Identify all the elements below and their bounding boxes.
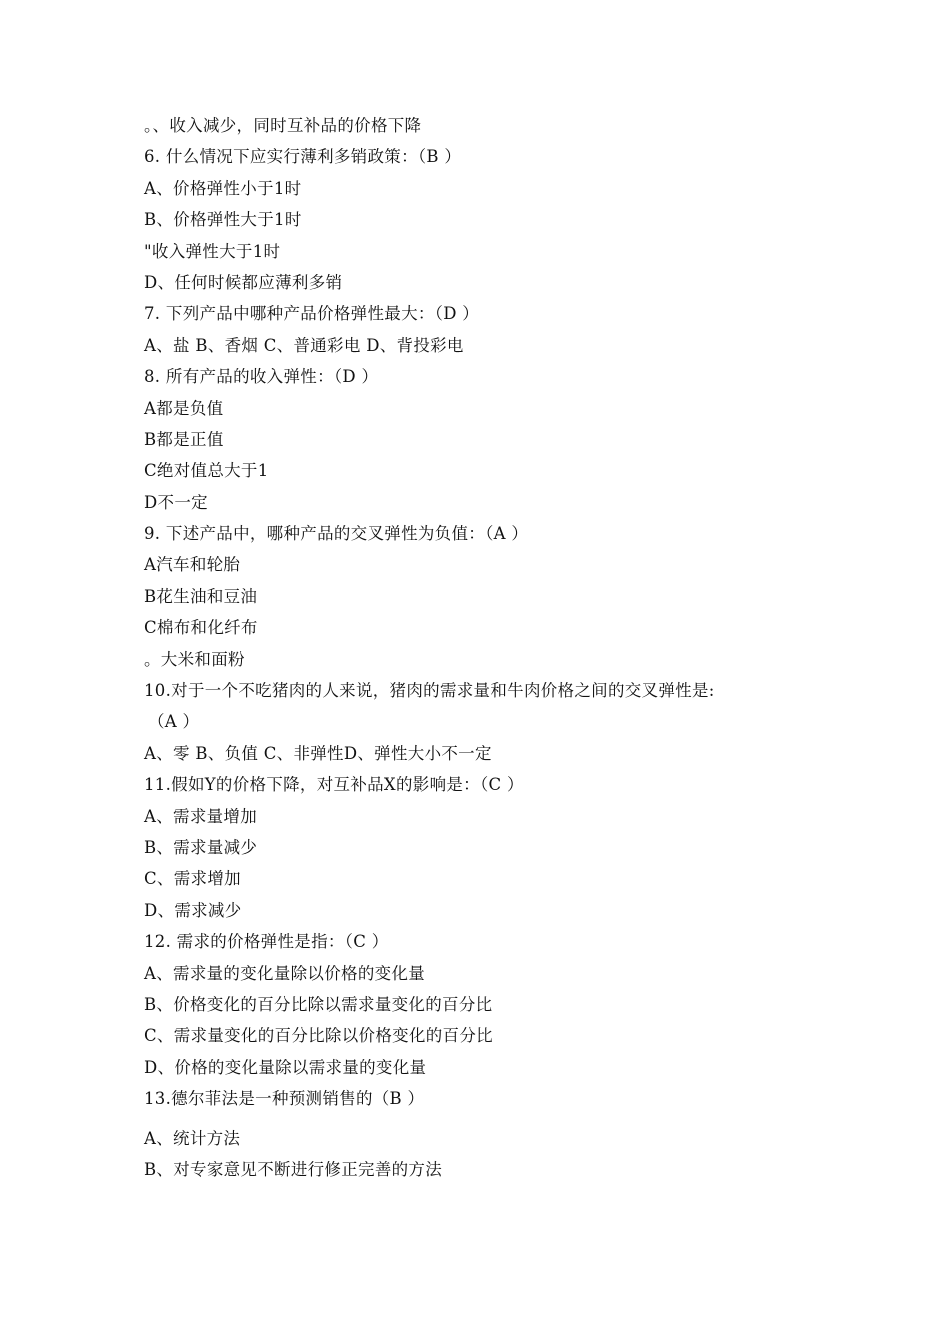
option-line: D、任何时候都应薄利多销 (144, 272, 343, 292)
option-line: C、需求增加 (144, 869, 241, 889)
option-line: D、价格的变化量除以需求量的变化量 (144, 1057, 427, 1077)
question-10-answer: （A ） (148, 712, 200, 732)
option-line: B、需求量减少 (144, 837, 258, 857)
option-line: A、需求量增加 (144, 806, 258, 826)
option-line: A、盐 B、香烟 C、普通彩电 D、背投彩电 (144, 335, 464, 355)
document-body (144, 110, 824, 1185)
question-7: 7. 下列产品中哪种产品价格弹性最大：（D ） (144, 304, 480, 324)
option-line: B都是正值 (144, 429, 224, 449)
option-line: A汽车和轮胎 (144, 555, 241, 575)
question-8: 8. 所有产品的收入弹性：（D ） (144, 367, 379, 387)
option-line: B、对专家意见不断进行修正完善的方法 (144, 1159, 443, 1179)
option-line: C、需求量变化的百分比除以价格变化的百分比 (144, 1026, 493, 1046)
option-line: 。、收入减少，同时互补品的价格下降 (144, 116, 422, 135)
option-line: B、价格弹性大于1时 (144, 210, 302, 230)
question-13: 13.德尔菲法是一种预测销售的（B ） (144, 1089, 425, 1109)
option-line: A、价格弹性小于1时 (144, 178, 302, 198)
option-line: A、需求量的变化量除以价格的变化量 (144, 963, 426, 983)
option-line: A、零 B、负值 C、非弹性D、弹性大小不一定 (144, 743, 492, 763)
option-line: 。大米和面粉 (144, 649, 245, 669)
option-line: A都是负值 (144, 398, 224, 418)
question-9: 9. 下述产品中，哪种产品的交叉弹性为负值：（A ） (144, 524, 529, 544)
question-11: 11.假如Y的价格下降，对互补品X的影响是：（C ） (144, 775, 524, 795)
option-line: B、价格变化的百分比除以需求量变化的百分比 (144, 994, 493, 1014)
option-line: C棉布和化纤布 (144, 618, 258, 638)
option-line: A、统计方法 (144, 1128, 241, 1148)
option-line: B花生油和豆油 (144, 586, 258, 606)
question-12: 12. 需求的价格弹性是指：（C ） (144, 932, 389, 952)
option-line: C绝对值总大于1 (144, 461, 269, 481)
option-line: D不一定 (144, 492, 208, 512)
option-line: "收入弹性大于1时 (144, 241, 281, 261)
question-6: 6. 什么情况下应实行薄利多销政策：（B ） (144, 147, 462, 167)
question-10: 10.对于一个不吃猪肉的人来说，猪肉的需求量和牛肉价格之间的交叉弹性是: (144, 681, 715, 701)
option-line: D、需求减少 (144, 900, 242, 920)
